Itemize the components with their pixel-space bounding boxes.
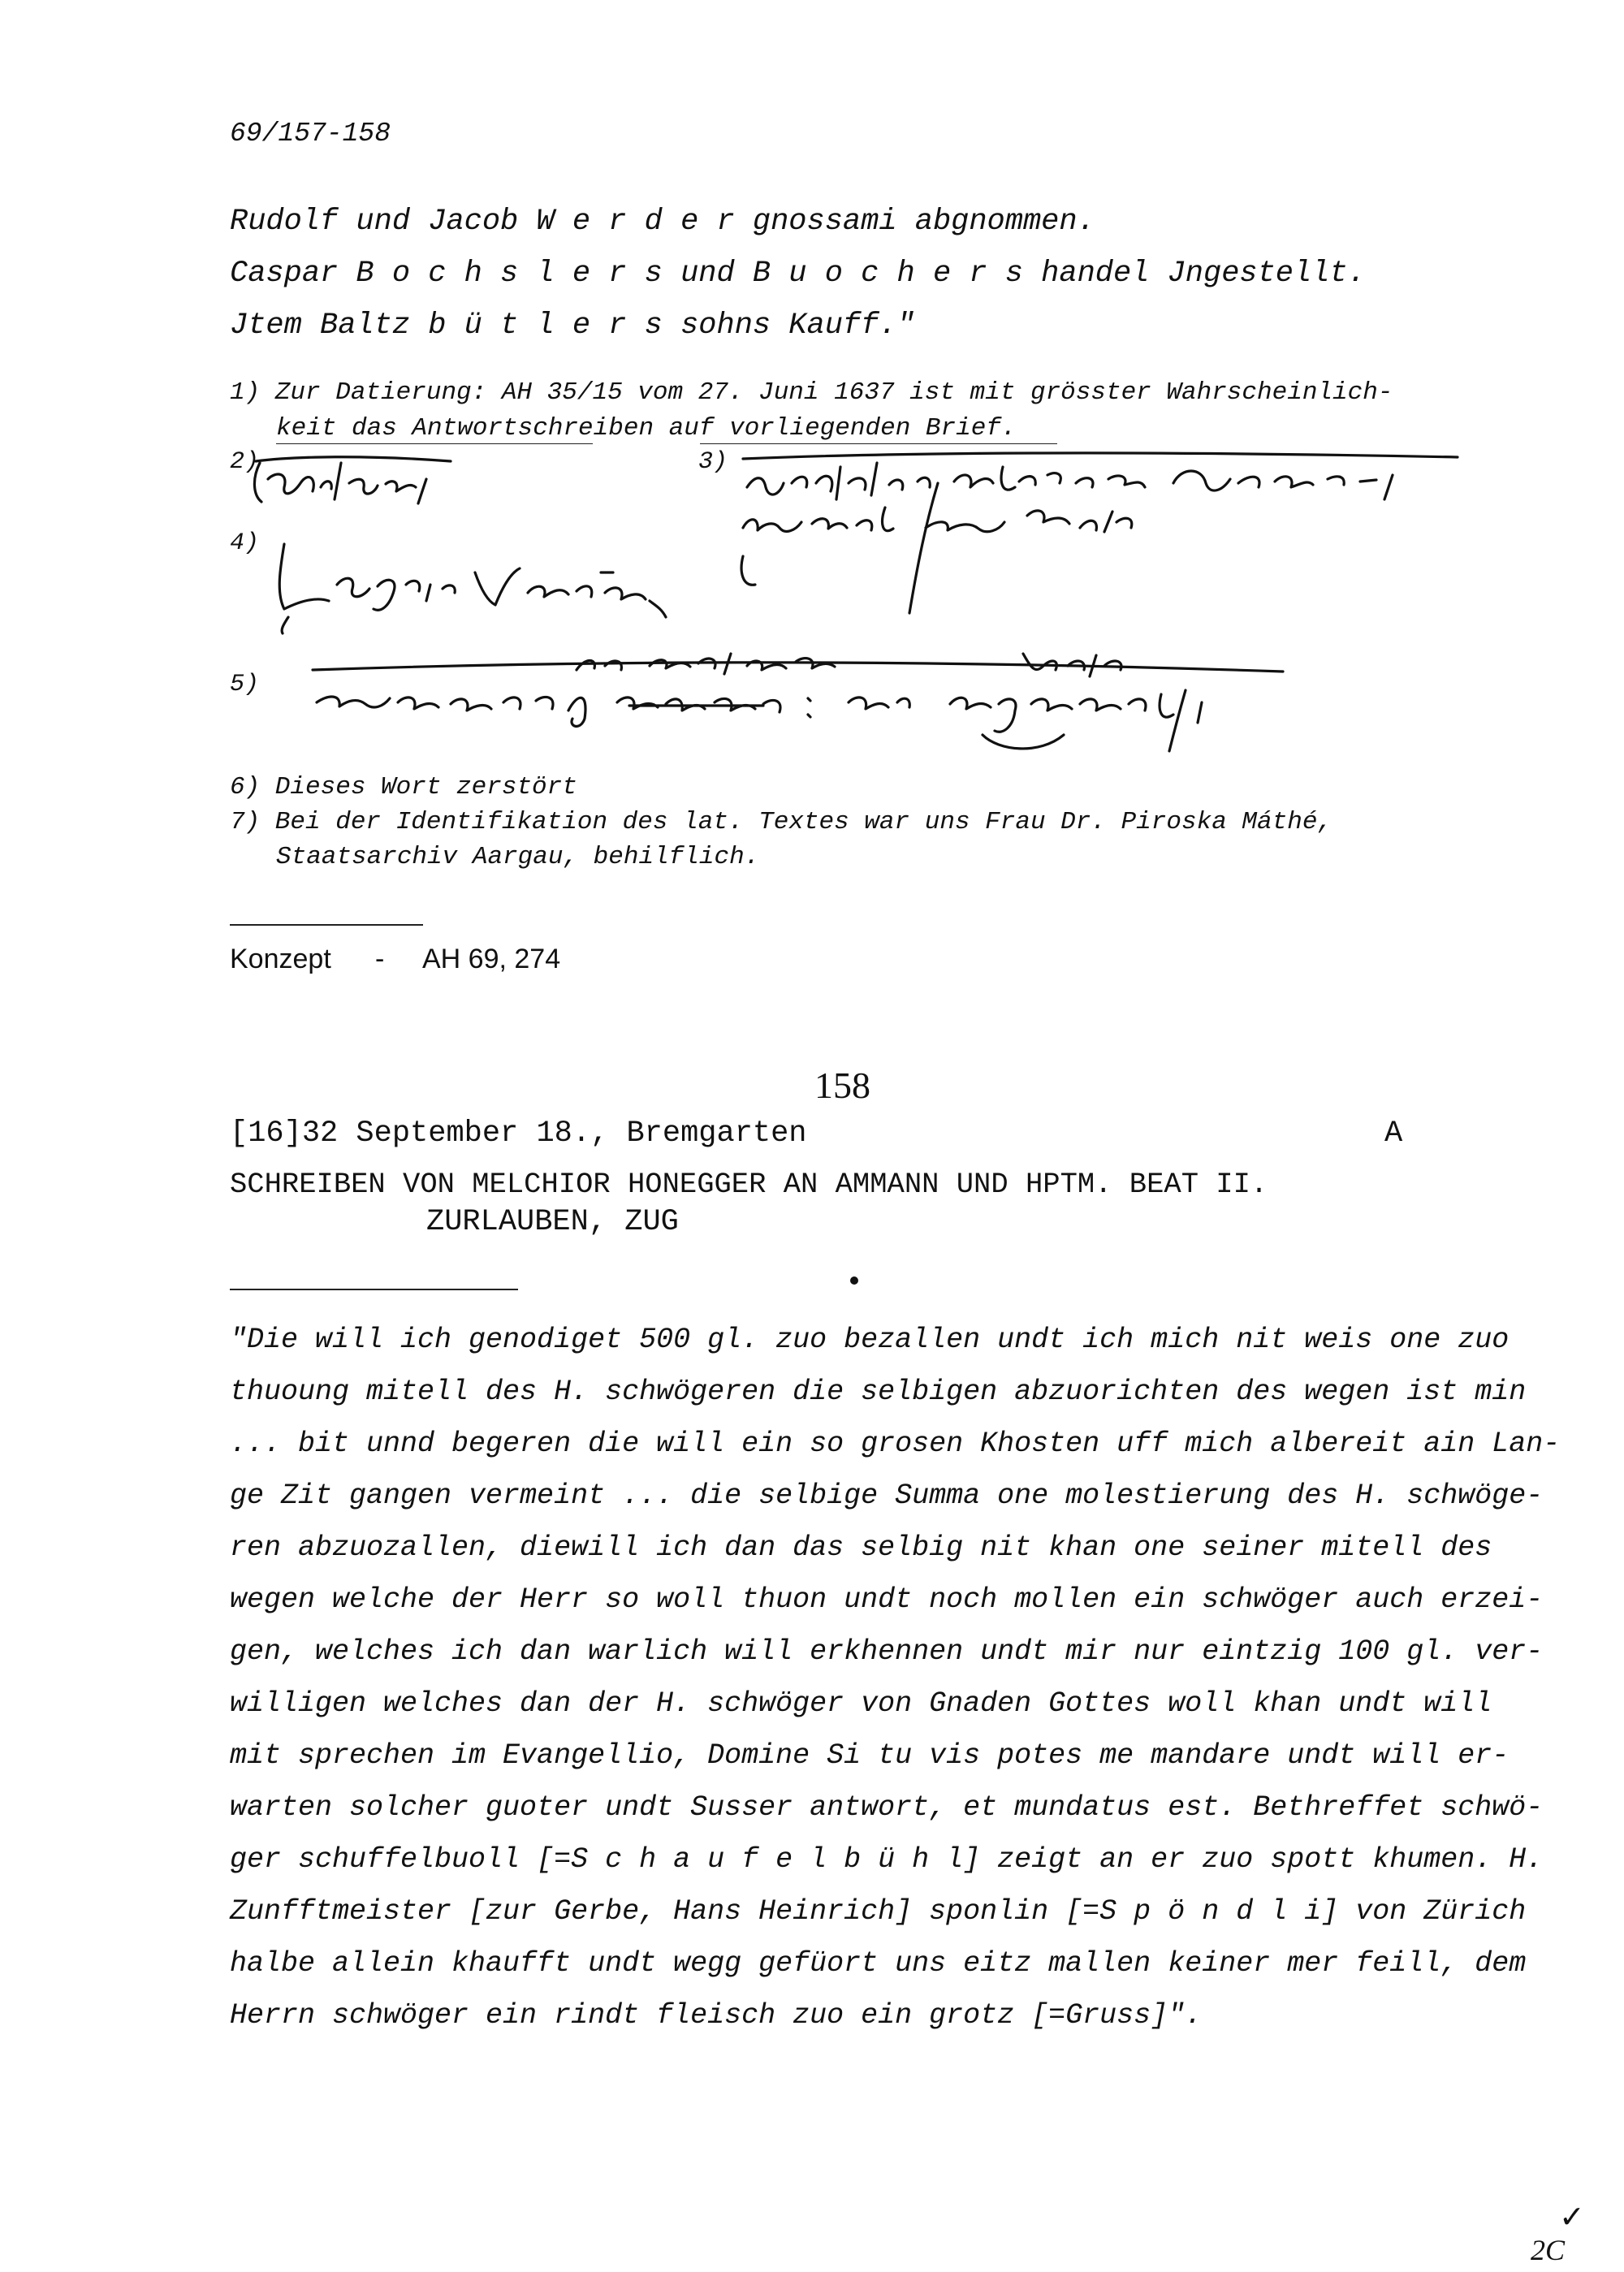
footnote-7-line-2: Staatsarchiv Aargau, behilflich.	[276, 843, 760, 871]
entry-title-line-1: SCHREIBEN VON MELCHIOR HONEGGER AN AMMANN UND HPTM. BEAT II.	[230, 1168, 1268, 1201]
source-archive: AH 69, 274	[422, 944, 561, 974]
handwritten-facsimile-3	[735, 451, 1466, 646]
letter-line-11: ger schuffelbuoll [=S c h a u f e l b ü h l] zeigt an er zuo spott khumen. H.	[230, 1843, 1544, 1876]
continuation-line-3: Jtem Baltz b ü t l e r s sohns Kauff."	[230, 309, 915, 343]
footnote-6: 6) Dieses Wort zerstört	[230, 773, 577, 801]
letter-separator	[230, 1289, 518, 1290]
letter-line-6: wegen welche der Herr so woll thuon undt noch mollen ein schwöger auch erzei-	[230, 1583, 1544, 1616]
entry-type-marker: A	[1384, 1117, 1403, 1151]
footnote-1-underline-a	[276, 443, 593, 444]
letter-line-8: willigen welches dan der H. schwöger von Gnaden Gottes woll khan undt will	[230, 1687, 1492, 1720]
footnote-1-underline-b	[700, 443, 1057, 444]
letter-line-12: Zunfftmeister [zur Gerbe, Hans Heinrich] sponlin [=S p ö n d l i] von Zürich	[230, 1895, 1527, 1928]
source-dash: -	[375, 944, 385, 974]
letter-line-13: halbe allein khaufft undt wegg gefüort uns eitz mallen keiner mer feill, dem	[230, 1947, 1527, 1980]
footnote-2-label: 2)	[230, 448, 260, 476]
footnote-3-label: 3)	[698, 448, 728, 476]
page-code: 2C	[1531, 2234, 1566, 2266]
entry-number: 158	[814, 1065, 870, 1106]
handwritten-facsimile-5	[309, 646, 1283, 767]
letter-line-1: "Die will ich genodiget 500 gl. zuo bezallen undt ich mich nit weis one zuo	[230, 1324, 1510, 1356]
letter-line-3: ... bit unnd begeren die will ein so grosen Khosten uff mich albereit ain Lan-	[230, 1428, 1561, 1460]
continuation-line-1: Rudolf und Jacob W e r d e r gnossami abgnommen.	[230, 205, 1095, 239]
continuation-line-2: Caspar B o c h s l e r s und B u o c h e r s handel Jngestellt.	[230, 257, 1366, 291]
footnote-5-label: 5)	[230, 671, 260, 698]
letter-line-4: ge Zit gangen vermeint ... die selbige Summa one molestierung des H. schwöge-	[230, 1479, 1544, 1512]
page-reference: 69/157-158	[230, 119, 391, 149]
letter-line-7: gen, welches ich dan warlich will erkhennen undt mir nur eintzig 100 gl. ver-	[230, 1635, 1544, 1668]
entry-title-line-2: ZURLAUBEN, ZUG	[426, 1205, 679, 1239]
source-label: Konzept	[230, 944, 331, 974]
letter-line-9: mit sprechen im Evangellio, Domine Si tu vis potes me mandare undt will er-	[230, 1739, 1510, 1772]
ink-dot	[850, 1276, 858, 1285]
footnote-1-line-1: 1) Zur Datierung: AH 35/15 vom 27. Juni 1637 ist mit grösster Wahrscheinlich-	[230, 378, 1393, 407]
letter-line-5: ren abzuozallen, diewill ich dan das selbig nit khan one seiner mitell des	[230, 1531, 1492, 1564]
footnote-1-line-2: keit das Antwortschreiben auf vorliegenden Brief.	[276, 414, 1017, 443]
letter-line-10: warten solcher guoter undt Susser antwort, et mundatus est. Bethreffet schwö-	[230, 1791, 1544, 1824]
footnote-7-line-1: 7) Bei der Identifikation des lat. Textes war uns Frau Dr. Piroska Máthé,	[230, 808, 1333, 836]
handwritten-facsimile-2	[244, 455, 455, 512]
letter-line-14: Herrn schwöger ein rindt fleisch zuo ein grotz [=Gruss]".	[230, 1999, 1203, 2032]
letter-line-2: thuoung mitell des H. schwögeren die selbigen abzuorichten des wegen ist min	[230, 1376, 1527, 1408]
footnote-4-label: 4)	[230, 529, 260, 557]
entry-date-place: [16]32 September 18., Bremgarten	[230, 1117, 807, 1151]
handwritten-facsimile-4	[268, 528, 674, 633]
source-separator	[230, 924, 423, 926]
check-mark: ✓	[1559, 2201, 1585, 2235]
